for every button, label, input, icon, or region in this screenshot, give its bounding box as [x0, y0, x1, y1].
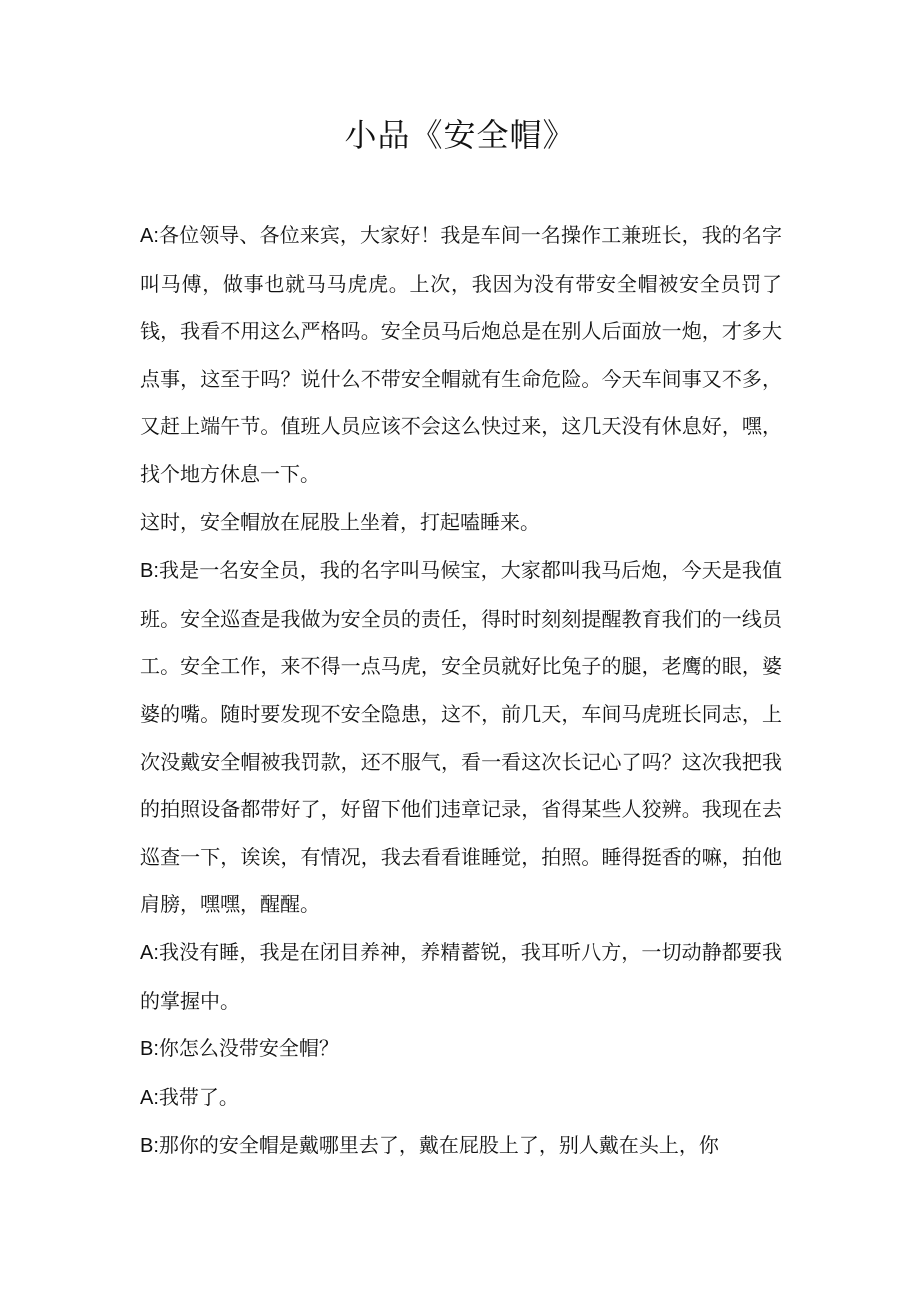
paragraph-4 — [140, 929, 782, 1025]
speaker-label: A: — [140, 941, 159, 964]
paragraph-6 — [140, 1074, 782, 1123]
speaker-label: A: — [140, 225, 159, 247]
paragraph-text: 这时，安全帽放在屁股上坐着，打起嗑睡来。 — [140, 509, 540, 534]
speaker-label: B: — [140, 1038, 159, 1061]
paragraph-text: 我带了。 — [158, 1084, 239, 1109]
paragraph-text: 各位领导、各位来宾，大家好！我是车间一名操作工兼班长，我的名字叫马傅，做事也就马马虎虎。上次，我因为没有带安全帽被安全员罚了钱，我看不用这么严格吗。安全员马后炮总是在别人后面放一炮，才多大点事，这至于吗？说什么不带安全帽就有生命危险。今天车间事又不多，又赶上端午节。值班人员应该不会这么快过来，这几天没有休息好，嘿，找个地方休息一下。 — [140, 223, 782, 486]
paragraph-text: 那你的安全帽是戴哪里去了，戴在屁股上了，别人戴在头上，你 — [158, 1133, 719, 1158]
speaker-label: B: — [140, 560, 159, 583]
paragraph-2 — [140, 499, 782, 548]
paragraph-text: 我是一名安全员，我的名字叫马候宝，大家都叫我马后炮，今天是我值班。安全巡查是我做为安全员的责任，得时时刻刻提醒教育我们的一线员工。安全工作，来不得一点马虎，安全员就好比兔子的腿，老鹰的眼，婆婆的嘴。随时要发现不安全隐患，这不，前几天，车间马虎班长同志，上次没戴安全帽被我罚款，还不服气，看一看这次长记心了吗？这次我把我的拍照设备都带好了，好留下他们违章记录，省得某些人狡辨。我现在去巡查一下，诶诶，有情况，我去看看谁睡觉，拍照。睡得挺香的嘛，拍他肩膀，嘿嘿，醒醒。 — [140, 558, 782, 917]
paragraph-7 — [140, 1122, 782, 1171]
document-title: 小品《安全帽》 — [344, 116, 576, 154]
paragraph-5 — [140, 1025, 782, 1074]
paragraph-text: 你怎么没带安全帽？ — [158, 1036, 339, 1061]
paragraph-3 — [140, 547, 782, 929]
paragraph-1 — [140, 212, 782, 499]
paragraph-text: 我没有睡，我是在闭目养神，养精蓄锐，我耳听八方，一切动静都要我的掌握中。 — [140, 939, 782, 1013]
speaker-label: A: — [140, 1086, 159, 1109]
document-body — [140, 212, 782, 1171]
speaker-label: B: — [140, 1135, 159, 1158]
